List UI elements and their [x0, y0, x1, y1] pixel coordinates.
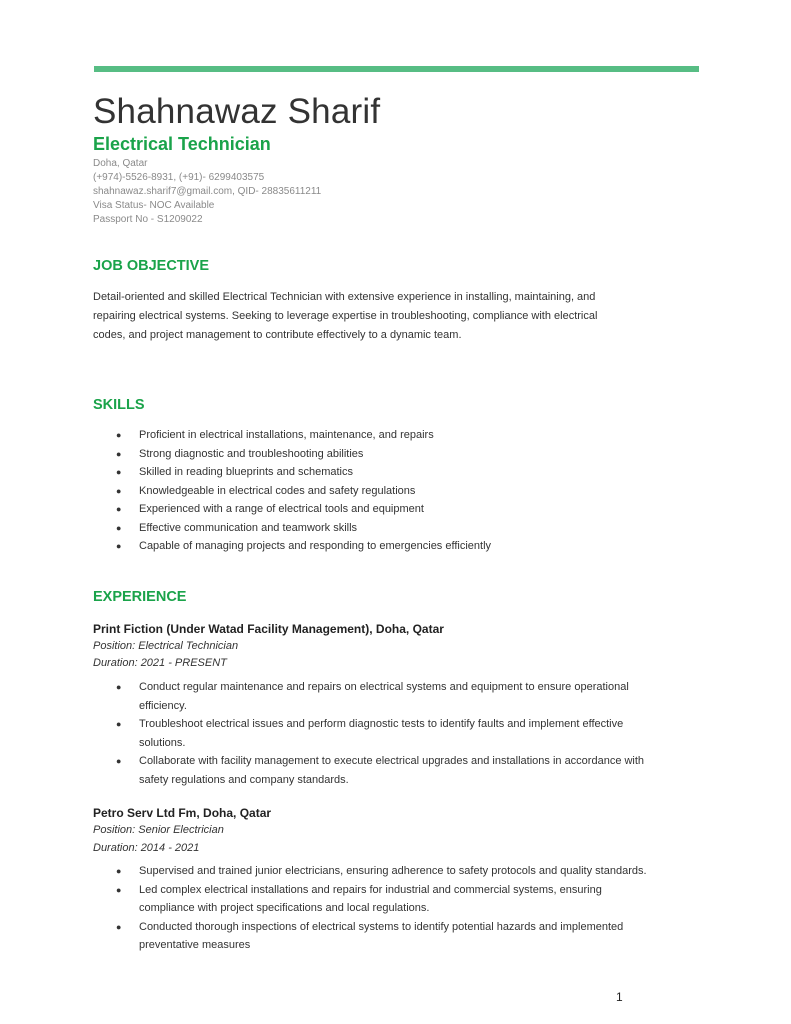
- responsibility-text: Conduct regular maintenance and repairs on electrical systems and equipment to ensure operational efficiency.: [139, 681, 629, 712]
- skill-item: [93, 537, 653, 556]
- skill-text: Proficient in electrical installations, maintenance, and repairs: [139, 429, 434, 441]
- responsibility-text: Led complex electrical installations and repairs for industrial and commercial systems, ensuring compliance with project specifications and local regulations.: [139, 883, 602, 914]
- contact-email: shahnawaz.sharif7@gmail.com, QID- 28835611211: [93, 186, 322, 197]
- skill-text: Experienced with a range of electrical tools and equipment: [139, 503, 424, 515]
- job-1-position: Position: Electrical Technician: [93, 640, 239, 652]
- bullet-icon: ●: [116, 756, 122, 766]
- bullet-icon: ●: [116, 467, 122, 477]
- job-1-organization: Print Fiction (Under Watad Facility Management), Doha, Qatar: [93, 622, 444, 636]
- responsibility-text: Conducted thorough inspections of electrical systems to identify potential hazards and implemented preventative measures: [139, 920, 624, 951]
- responsibility-text: Troubleshoot electrical issues and perform diagnostic tests to identify faults and implement effective solutions.: [139, 718, 624, 749]
- objective-heading: JOB OBJECTIVE: [93, 258, 210, 274]
- skill-text: Skilled in reading blueprints and schematics: [139, 466, 354, 478]
- skill-text: Knowledgeable in electrical codes and safety regulations: [139, 484, 416, 497]
- contact-location: Doha, Qatar: [93, 158, 148, 169]
- job-title: Electrical Technician: [93, 134, 271, 154]
- bullet-icon: ●: [116, 541, 122, 551]
- bullet-icon: ●: [116, 921, 122, 932]
- contact-phone: (+974)-5526-8931, (+91)- 6299403575: [93, 172, 265, 183]
- contact-block: [93, 157, 321, 227]
- job-1-duration: Duration: 2021 - PRESENT: [93, 657, 227, 669]
- header-divider: [94, 66, 699, 72]
- responsibility-item: [93, 918, 653, 955]
- skill-text: Strong diagnostic and troubleshooting abilities: [139, 447, 364, 460]
- bullet-icon: ●: [116, 719, 122, 729]
- job-1-responsibilities: [93, 678, 653, 789]
- job-2-organization: Petro Serv Ltd Fm, Doha, Qatar: [93, 806, 272, 820]
- skill-item: [93, 500, 653, 519]
- responsibility-item: [93, 752, 653, 789]
- job-2-position: Position: Senior Electrician: [93, 824, 224, 836]
- contact-passport: Passport No - S1209022: [93, 214, 203, 225]
- responsibility-text: Supervised and trained junior electricians, ensuring adherence to safety protocols and quality standards.: [139, 865, 647, 877]
- responsibility-text: Collaborate with facility management to execute electrical upgrades and installations in accordance with safety regulations and company standards.: [139, 755, 645, 786]
- responsibility-item: [93, 678, 653, 715]
- responsibility-item: [93, 715, 653, 752]
- skill-item: [93, 426, 653, 445]
- page-number: 1: [616, 990, 623, 1004]
- responsibility-item: [93, 881, 653, 918]
- skill-item: [93, 482, 653, 501]
- job-2-duration: Duration: 2014 - 2021: [93, 842, 200, 854]
- skill-text: Effective communication and teamwork skills: [139, 521, 358, 534]
- responsibility-item: [93, 862, 653, 881]
- bullet-icon: ●: [116, 682, 122, 692]
- bullet-icon: ●: [116, 430, 122, 440]
- contact-visa-status: Visa Status- NOC Available: [93, 200, 215, 211]
- candidate-name: Shahnawaz Sharif: [93, 92, 381, 131]
- skill-text: Capable of managing projects and responding to emergencies efficiently: [139, 540, 492, 552]
- experience-heading: EXPERIENCE: [93, 589, 187, 605]
- bullet-icon: ●: [116, 448, 122, 459]
- skills-list: [93, 426, 653, 556]
- skill-item: [93, 463, 653, 482]
- objective-text: Detail-oriented and skilled Electrical Technician with extensive experience in installing, maintaining, and repairing electrical systems. Seeking to leverage expertise in troubleshooting, compliance with electrical codes, and project management to contribute effectively to a dynamic team.: [93, 291, 598, 341]
- skills-heading: SKILLS: [93, 397, 145, 413]
- bullet-icon: ●: [116, 504, 122, 514]
- skill-item: [93, 445, 653, 464]
- bullet-icon: ●: [116, 884, 122, 895]
- bullet-icon: ●: [116, 485, 122, 496]
- job-2-responsibilities: [93, 862, 653, 955]
- bullet-icon: ●: [116, 866, 122, 876]
- skill-item: [93, 519, 653, 538]
- bullet-icon: ●: [116, 522, 122, 533]
